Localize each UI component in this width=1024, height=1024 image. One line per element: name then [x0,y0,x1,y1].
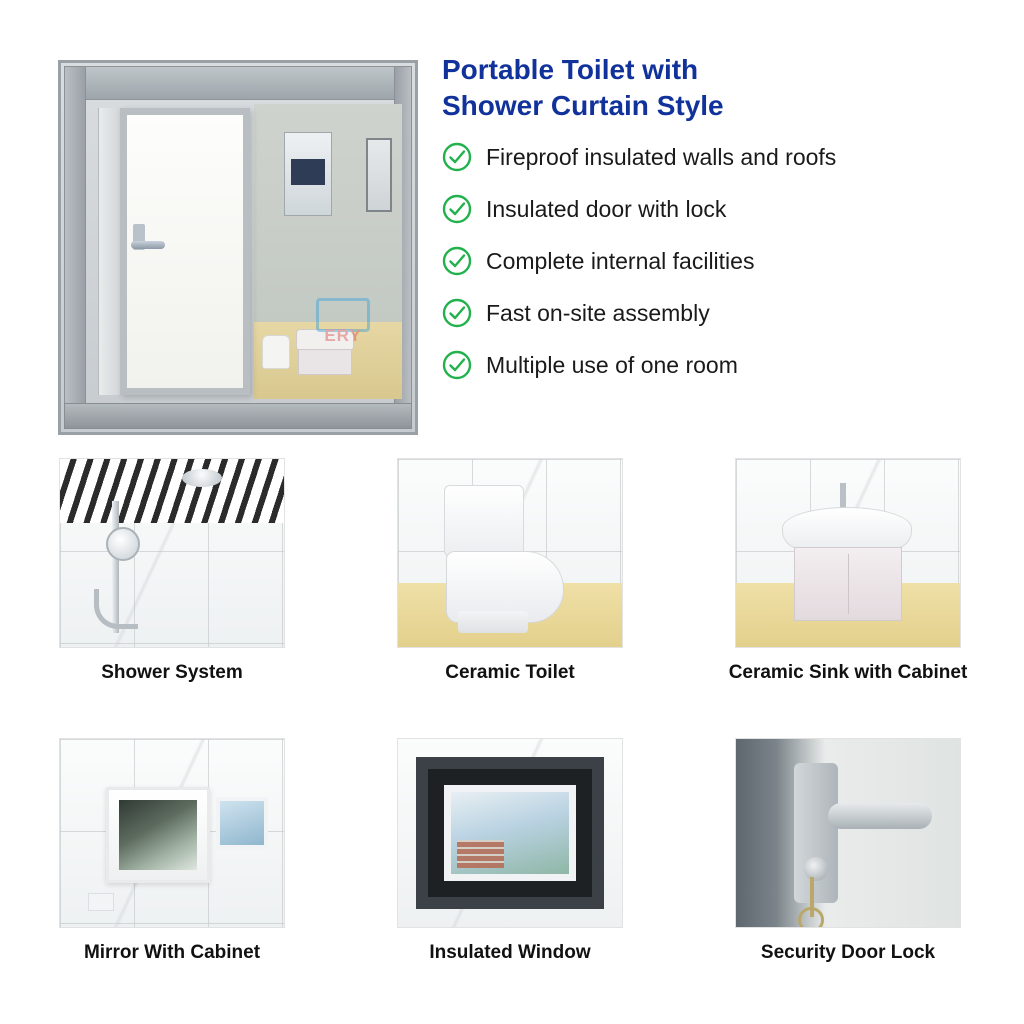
door-hinge-side [98,108,120,395]
check-circle-icon [442,350,472,380]
key-cylinder-icon [804,857,828,881]
check-circle-icon [442,246,472,276]
info-column [442,52,1008,402]
gallery-caption: Security Door Lock [760,942,936,963]
gallery-caption: Mirror With Cabinet [83,942,261,963]
gallery-caption: Shower System [101,662,243,683]
rain-shower-head-icon [182,469,222,487]
check-circle-icon [442,298,472,328]
outside-brick-wall [457,840,504,868]
door-panel [736,739,960,927]
gallery-item [710,458,986,684]
feature-item [442,194,1008,224]
gallery-item [710,738,986,964]
door-handle-icon [131,241,165,249]
power-socket-icon [88,893,114,911]
gallery-caption: Insulated Window [429,942,591,963]
insulated-window-image [397,738,623,928]
faucet-icon [840,483,846,509]
sink-cabinet [794,547,902,621]
top-section [0,0,1024,450]
keyring-icon [798,907,824,928]
ceramic-toilet-image [397,458,623,648]
mirror-cabinet [106,787,210,883]
feature-label: Insulated door with lock [486,196,727,222]
title-line-2: Shower Curtain Style [442,90,724,121]
watermark [288,298,398,366]
hand-shower-head-icon [106,527,140,561]
window-outer-frame [416,757,604,909]
room-window [216,797,268,849]
toilet-tank [444,485,524,557]
mirror-with-cabinet-image [59,738,285,928]
feature-label: Multiple use of one room [486,352,738,378]
hero-product-image [58,60,418,435]
gallery-item [34,458,310,684]
feature-gallery [0,450,1024,1024]
mirror-glass [119,800,197,870]
cabin-left-post [64,66,86,429]
lock-plate [794,763,838,903]
shower-system-image [59,458,285,648]
watermark-text: ERY [324,326,362,345]
water-heater [284,132,332,216]
feature-label: Complete internal facilities [486,248,755,274]
ceramic-sink-cabinet-image [735,458,961,648]
door-handle-lever-icon [828,803,932,829]
cabin-top-rail [64,66,412,100]
feature-item [442,298,1008,328]
gallery-caption: Ceramic Sink with Cabinet [728,662,968,683]
feature-list [442,142,1008,380]
title-line-1: Portable Toilet with [442,54,699,85]
cabin-bottom-rail [64,403,412,429]
toilet-base [458,611,528,633]
gallery-item [372,458,648,684]
open-door-leaf [120,108,250,395]
window-glass [444,785,576,881]
feature-label: Fast on-site assembly [486,300,710,326]
feature-item [442,246,1008,276]
security-door-lock-image [735,738,961,928]
sink-basin [782,507,912,549]
check-circle-icon [442,194,472,224]
feature-item [442,350,1008,380]
gallery-item [372,738,648,964]
feature-item [442,142,1008,172]
gallery-item [34,738,310,964]
interior-toilet [262,335,290,369]
ceiling-stripes [60,459,284,523]
gallery-caption: Ceramic Toilet [445,662,575,683]
feature-label: Fireproof insulated walls and roofs [486,144,837,170]
page-title [442,52,1008,124]
interior-window [366,138,392,212]
check-circle-icon [442,142,472,172]
